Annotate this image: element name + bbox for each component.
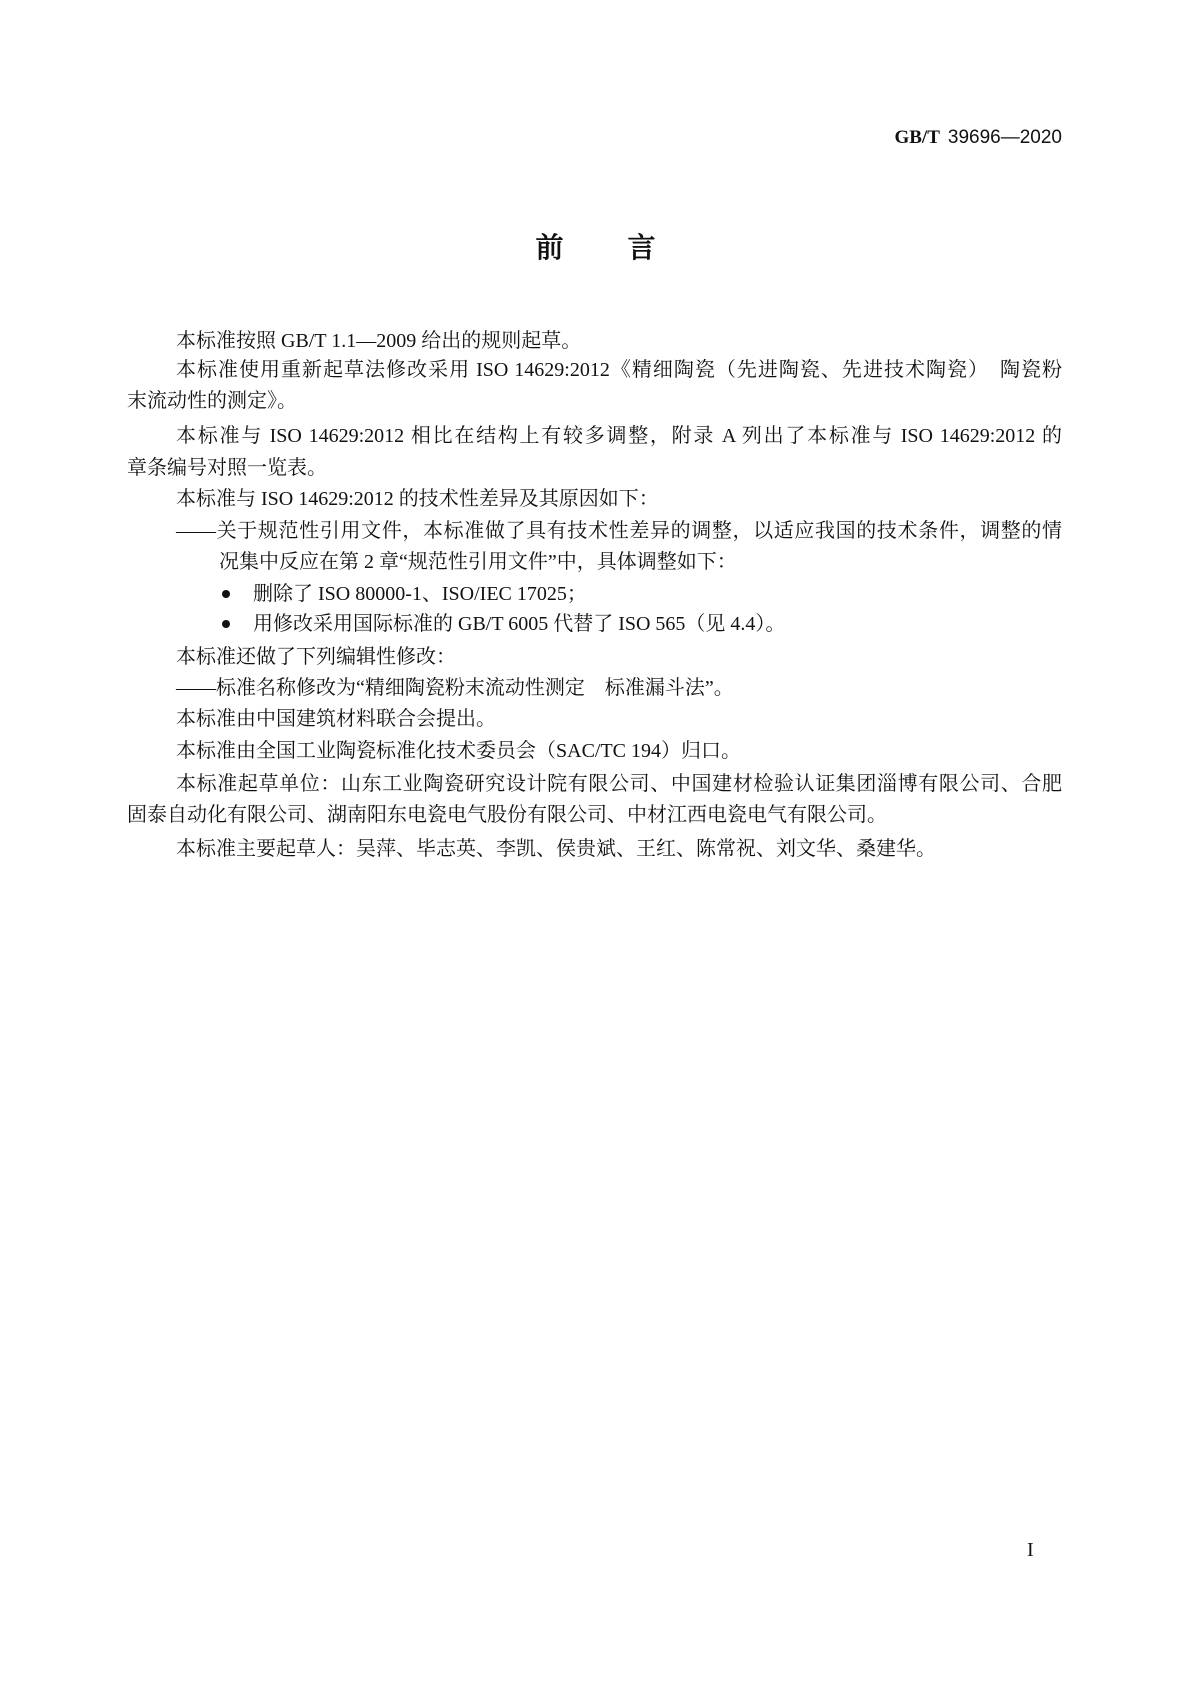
paragraph-line: 本标准与 ISO 14629:2012 的技术性差异及其原因如下： (176, 488, 659, 510)
paragraph-line: 本标准使用重新起草法修改采用 ISO 14629:2012《精细陶瓷（先进陶瓷、先进技术陶瓷） 陶瓷粉 (176, 359, 1062, 381)
paragraph-line: 本标准由中国建筑材料联合会提出。 (176, 708, 496, 730)
dash-item-line: 况集中反应在第 2 章“规范性引用文件”中，具体调整如下： (219, 551, 737, 573)
paragraph-line: 本标准与 ISO 14629:2012 相比在结构上有较多调整，附录 A 列出了本标准与 ISO 14629:2012 的 (176, 425, 1062, 447)
paragraph-line: 末流动性的测定》。 (127, 390, 297, 412)
dash-item-line: ——关于规范性引用文件，本标准做了具有技术性差异的调整，以适应我国的技术条件，调整的情 (176, 520, 1062, 542)
dash-item-line: ——标准名称修改为“精细陶瓷粉末流动性测定 标准漏斗法”。 (176, 677, 734, 699)
paragraph-line: 固泰自动化有限公司、湖南阳东电瓷电气股份有限公司、中材江西电瓷电气有限公司。 (127, 804, 887, 826)
bullet-text: 用修改采用国际标准的 GB/T 6005 代替了 ISO 565（见 4.4）。 (253, 613, 786, 635)
paragraph-line: 本标准还做了下列编辑性修改： (176, 646, 456, 668)
paragraph-line: 章条编号对照一览表。 (127, 457, 327, 479)
standard-prefix: GB/T (894, 127, 940, 148)
paragraph-line: 本标准由全国工业陶瓷标准化技术委员会（SAC/TC 194）归口。 (176, 740, 742, 762)
standard-number: 39696—2020 (947, 127, 1062, 148)
standard-code-header (894, 126, 1062, 150)
bullet-text: 删除了 ISO 80000-1、ISO/IEC 17025； (253, 583, 587, 605)
page-title: 前言 (535, 231, 720, 264)
bullet-icon (222, 620, 230, 628)
paragraph-line: 本标准主要起草人：吴萍、毕志英、李凯、侯贵斌、王红、陈常祝、刘文华、桑建华。 (176, 838, 936, 860)
paragraph-line: 本标准按照 GB/T 1.1—2009 给出的规则起草。 (176, 330, 582, 352)
paragraph-line: 本标准起草单位：山东工业陶瓷研究设计院有限公司、中国建材检验认证集团淄博有限公司、合肥 (176, 773, 1062, 795)
bullet-icon (222, 590, 230, 598)
page-number: I (1027, 1539, 1034, 1561)
